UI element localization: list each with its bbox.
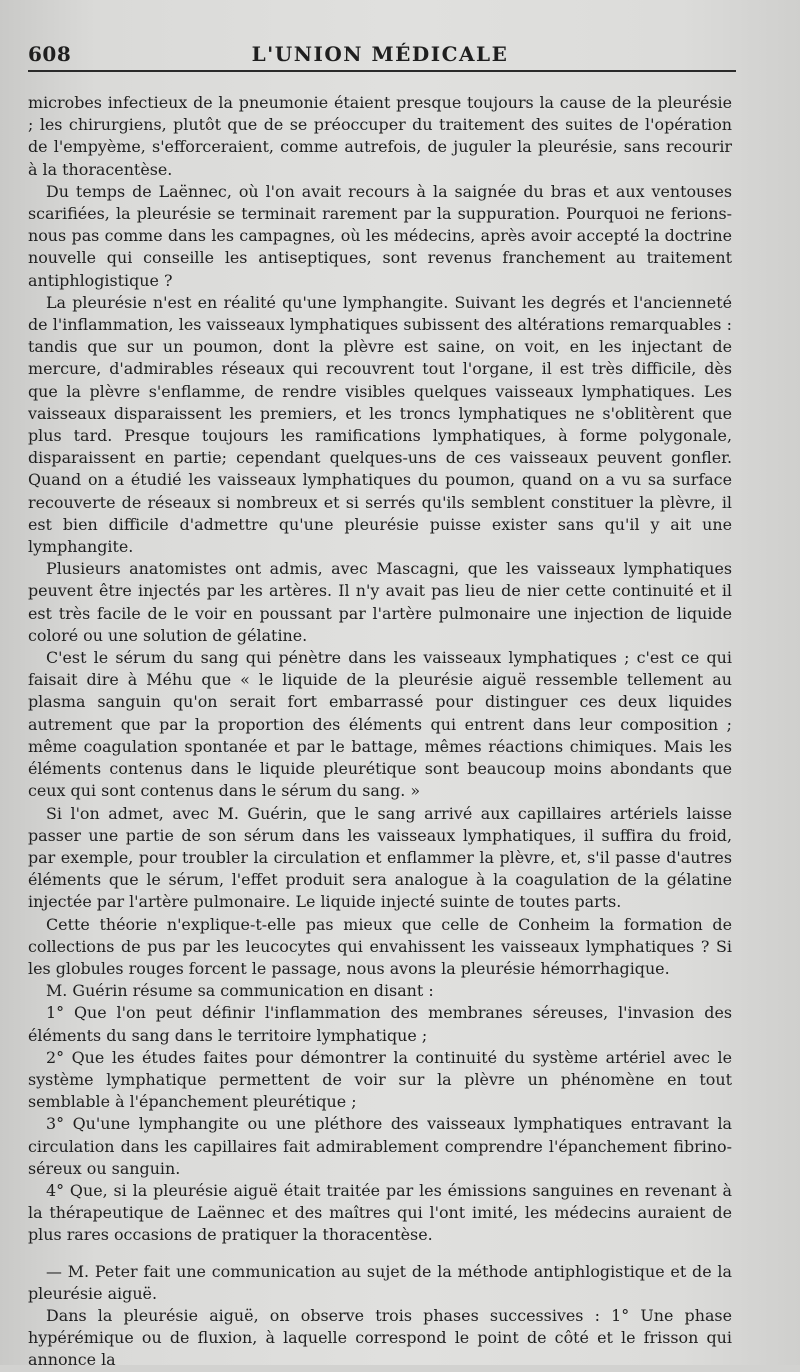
page-header	[28, 36, 732, 74]
conclusion-item-1: 1° Que l'on peut définir l'inflammation des membranes séreuses, l'invasion des éléments du sang dans le territoire lymphatique ;	[28, 1003, 732, 1045]
paragraph-lymphangite: La pleurésie n'est en réalité qu'une lymphangite. Suivant les degrés et l'ancienneté de l'inflammation, les vaisseaux lymphatiques subissent des altérations remarquables : tandis que sur un poumon, dont la plèvre est saine, on voit, en les injectant de mercure, d'admirables réseaux qui recouvrent tout l'organe, il est très difficile, dès que la plèvre s'enflamme, de rendre visibles quelques vaisseaux lymphatiques. Les vaisseaux disparaissent les premiers, et les troncs lymphatiques ne s'oblitèrent que plus tard. Presque toujours les ramifications lymphatiques, à forme polygonale, disparaissent en partie; cependant quelques-uns de ces vaisseaux peuvent gonfler. Quand on a étudié les vaisseaux lymphatiques du poumon, quand on a vu sa surface recouverte de réseaux si nombreux et si serrés qu'ils semblent constituer la plèvre, il est bien difficile d'admettre qu'une pleurésie puisse exister sans qu'il y ait une lymphangite.	[28, 292, 732, 557]
paragraph-laennec: Du temps de Laënnec, où l'on avait recours à la saignée du bras et aux ventouses scarifiées, la pleurésie se terminait rarement par la suppuration. Pourquoi ne ferions-nous pas comme dans les campagnes, où les médecins, après avoir accepté la doctrine nouvelle qui conseille les antiseptiques, sont revenus franchement au traitement antiphlogistique ?	[28, 181, 732, 290]
paragraph-theorie: Cette théorie n'explique-t-elle pas mieux que celle de Conheim la formation de collections de pus par les leucocytes qui envahissent les vaisseaux lymphatiques ? Si les globules rouges forcent le passage, nous avons la pleurésie hémorrhagique.	[28, 914, 732, 978]
paragraph-resume: M. Guérin résume sa communication en disant :	[46, 981, 434, 1001]
header-rule	[28, 70, 736, 72]
paragraph-mascagni: Plusieurs anatomistes ont admis, avec Mascagni, que les vaisseaux lymphatiques peuvent être injectés par les artères. Il n'y avait pas lieu de nier cette continuité et il est très facile de le voir en poussant par l'artère pulmonaire une injection de liquide coloré ou une solution de gélatine.	[28, 559, 732, 645]
paragraph-continuation: microbes infectieux de la pneumonie étaient presque toujours la cause de la pleurésie ; les chirurgiens, plutôt que de se préoccuper du traitement des suites de l'opération de l'empyème, s'efforceraient, comme autrefois, de juguler la pleurésie, sans recourir à la thoracentèse.	[28, 93, 732, 179]
running-title: L'UNION MÉDICALE	[251, 42, 509, 66]
article-body	[28, 92, 732, 1372]
paragraph-peter: — M. Peter fait une communication au sujet de la méthode antiphlogistique et de la pleurésie aiguë.	[28, 1261, 732, 1303]
conclusion-item-2: 2° Que les études faites pour démontrer la continuité du système artériel avec le système lymphatique permettent de voir sur la plèvre un phénomène en tout semblable à l'épanchement pleurétique ;	[28, 1047, 732, 1112]
paragraph-serum: C'est le sérum du sang qui pénètre dans les vaisseaux lymphatiques ; c'est ce qui faisait dire à Méhu que « le liquide de la pleurésie aiguë ressemble tellement au plasma sanguin qu'on serait fort embarrassé pour distinguer ces deux liquides autrement que par la proportion des éléments qui entrent dans leur composition ; même coagulation spontanée et par le battage, mêmes réactions chimiques. Mais les éléments contenus dans le liquide pleurétique sont beaucoup moins abondants que ceux qui sont contenus dans le sérum du sang. »	[28, 648, 732, 801]
page-number: 608	[28, 42, 72, 66]
paragraph-guerin: Si l'on admet, avec M. Guérin, que le sang arrivé aux capillaires artériels laisse passer une partie de son sérum dans les vaisseaux lymphatiques, il suffira du froid, par exemple, pour troubler la circulation et enflammer la plèvre, et, s'il passe d'autres éléments que le sérum, l'effet produit sera analogue à la coagulation de la gélatine injectée par l'artère pulmonaire. Le liquide injecté suinte de toutes parts.	[28, 803, 732, 912]
conclusion-item-3: 3° Qu'une lymphangite ou une pléthore des vaisseaux lymphatiques entravant la circulation dans les capillaires fait admirablement comprendre l'épanchement fibrino-séreux ou sanguin.	[28, 1114, 732, 1178]
paragraph-phases: Dans la pleurésie aiguë, on observe trois phases successives : 1° Une phase hypérémique ou de fluxion, à laquelle correspond le point de côté et le frisson qui annonce la	[28, 1305, 732, 1370]
conclusion-item-4: 4° Que, si la pleurésie aiguë était traitée par les émissions sanguines en revenant à la thérapeutique de Laënnec et des maîtres qui l'ont imité, les médecins auraient de plus rares occasions de pratiquer la thoracentèse.	[28, 1180, 732, 1245]
